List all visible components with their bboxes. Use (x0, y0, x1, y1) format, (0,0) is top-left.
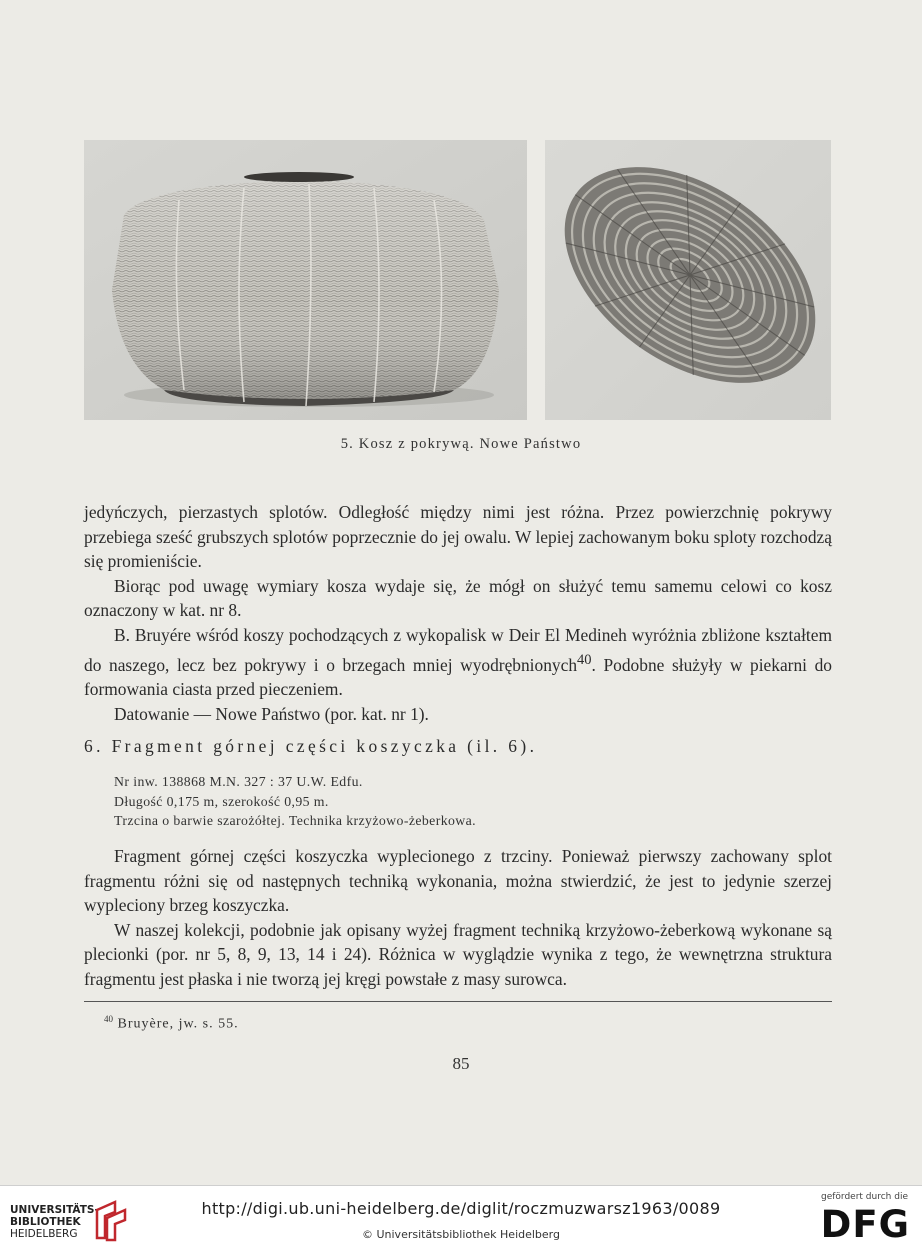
paragraph-3-end: . Podobne służyły w piekarni do formowania ciasta przed pieczeniem. (84, 654, 832, 699)
footnote-number: 40 (104, 1014, 113, 1024)
footnote-text: Bruyère, jw. s. 55. (117, 1016, 239, 1032)
library-name-line-1: UNIVERSITÄTS- (10, 1204, 99, 1216)
library-name-line-3: HEIDELBERG (10, 1228, 78, 1240)
dfg-logo: DFG (820, 1203, 910, 1246)
basket-lid-photo (545, 140, 831, 420)
paragraph-4: Datowanie — Nowe Państwo (por. kat. nr 1). (114, 703, 429, 724)
paragraph-2: Biorąc pod uwagę wymiary kosza wydaje się, że mógł on służyć temu samemu celowi co kosz oznaczony w kat. nr 8. (84, 575, 832, 621)
copyright-notice: © Universitätsbibliothek Heidelberg (361, 1228, 560, 1241)
footnote-divider (84, 1001, 832, 1002)
funder-label: gefördert durch die (821, 1192, 908, 1202)
library-footer (0, 1185, 922, 1252)
paragraph-3-start: B. Bruyére wśród koszy pochodzących z wykopalisk w Deir El Medineh wyróżnia zbliżone kształtem do naszego, lecz bez pokrywy i o brzegach mniej wyodrębnionych (84, 624, 832, 675)
permalink-url[interactable]: http://digi.ub.uni-heidelberg.de/diglit/roczmuzwarsz1963/0089 (201, 1199, 721, 1218)
page-number: 85 (452, 1054, 470, 1073)
section-heading: 6. Fragment górnej części koszyczka (il. 6). (84, 736, 538, 756)
figure-caption: 5. Kosz z pokrywą. Nowe Państwo (340, 436, 582, 452)
library-name-line-2: BIBLIOTHEK (10, 1216, 81, 1228)
basket-body-photo (84, 140, 527, 420)
meta-line-material: Trzcina o barwie szarożółtej. Technika krzyżowo-żeberkowa. (114, 813, 477, 828)
text-block-1 (84, 500, 832, 726)
text-block-2 (84, 844, 832, 992)
catalogue-metadata (114, 772, 814, 831)
footnote-ref-40: 40 (577, 651, 592, 668)
paragraph-6: W naszej kolekcji, podobnie jak opisany wyżej fragment techniką krzyżowo-żeberkową wykonane są plecionki (por. nr 5, 8, 9, 13, 14 i 24). Różnica w wyglądzie wynika z tego, że wewnętrzna struktura fragmentu jest płaska i nie tworzą jej kręgi powstałe z masy surowca. (84, 919, 832, 989)
paragraph-1: jedyńczych, pierzastych splotów. Odległość między nimi jest różna. Przez powierzchnię pokrywy przebiega sześć grubszych splotów poprzecznie do jej owalu. W lepiej zachowanym boku sploty rozchodzą się promieniście. (84, 502, 832, 572)
paragraph-5: Fragment górnej części koszyczka wyplecionego z trzciny. Ponieważ pierwszy zachowany splot fragmentu różni się od następnych techniką wykonania, można stwierdzić, że jest to jedynie szerzej wypleciony brzeg koszyczka. (84, 846, 832, 916)
footnote (104, 1014, 804, 1033)
meta-line-inventory: Nr inw. 138868 M.N. 327 : 37 U.W. Edfu. (114, 774, 363, 789)
paragraph-3 (84, 623, 832, 702)
meta-line-dimensions: Długość 0,175 m, szerokość 0,95 m. (114, 793, 329, 809)
